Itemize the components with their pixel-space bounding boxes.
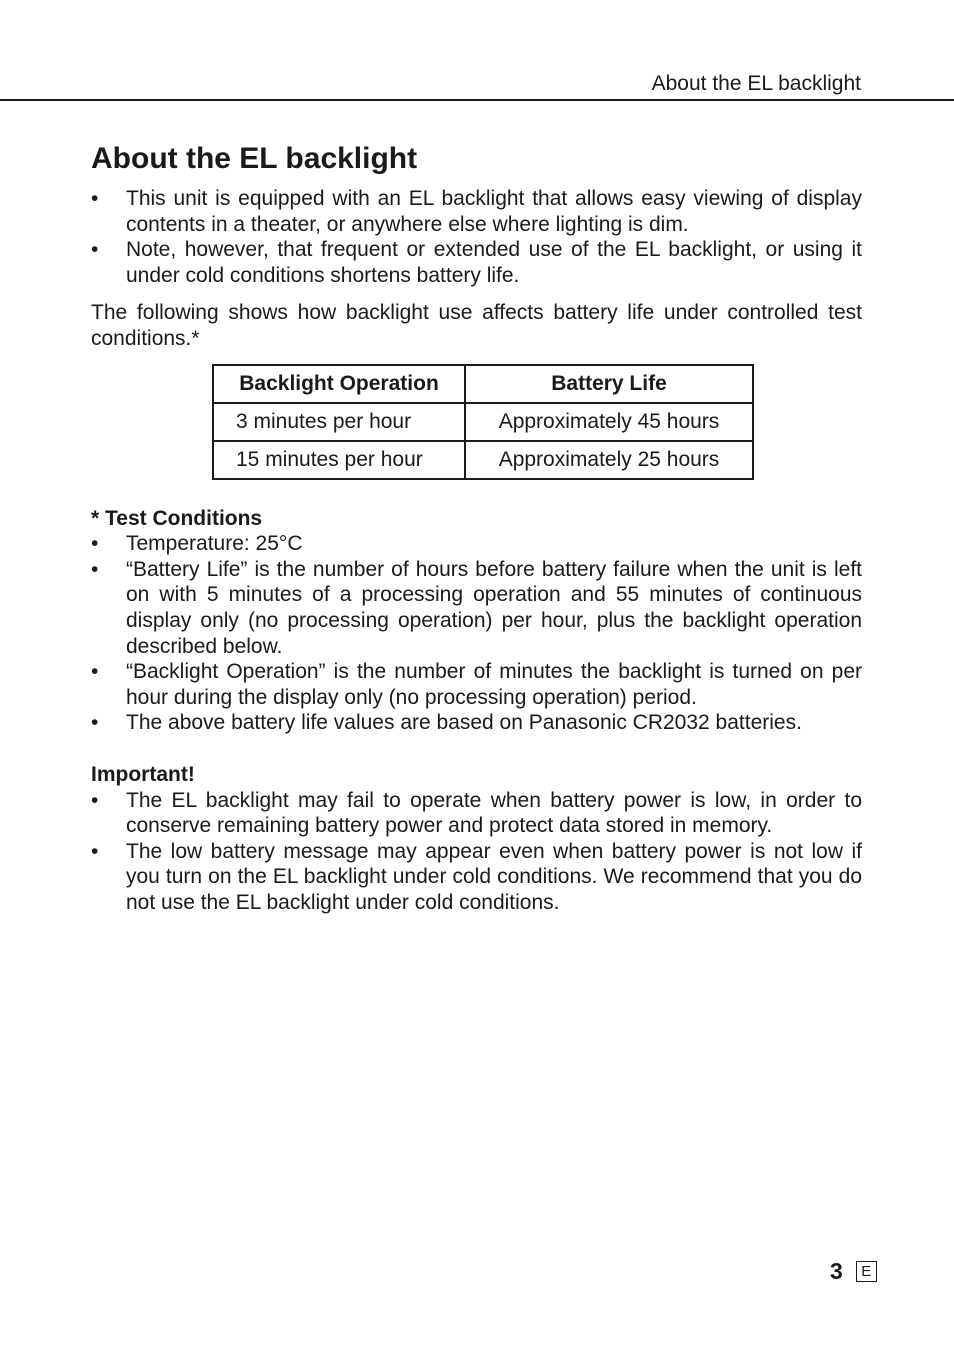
table-row (213, 403, 753, 441)
bullet-text: The EL backlight may fail to operate when battery power is low, in order to conserve remaining battery power and protect data stored in memory. (126, 788, 862, 838)
intro-bullet-list (91, 186, 862, 288)
table-header-row (213, 365, 753, 403)
table-row (213, 441, 753, 479)
battery-life-table (212, 364, 754, 480)
running-header-title: About the EL backlight (651, 72, 861, 95)
important-heading: Important! (91, 762, 195, 786)
page-content (91, 140, 862, 915)
section-title: About the EL backlight (91, 142, 418, 175)
header-rule (0, 99, 954, 101)
intro-paragraph: The following shows how backlight use affects battery life under controlled test conditions.* (91, 301, 862, 350)
bullet-text: Note, however, that frequent or extended use of the EL backlight, or using it under cold conditions shortens battery life. (126, 238, 862, 287)
list-item (91, 237, 862, 288)
language-indicator: E (856, 1261, 877, 1282)
list-item (91, 186, 862, 237)
bullet-text: “Backlight Operation” is the number of minutes the backlight is turned on per hour during the display only (no processing operation) period. (126, 660, 862, 709)
table-cell: 3 minutes per hour (213, 403, 465, 441)
bullet-icon: • (91, 557, 99, 581)
page-number: 3 (830, 1258, 843, 1284)
bullet-icon: • (91, 711, 99, 735)
list-item (91, 531, 862, 557)
column-header-battery-life: Battery Life (465, 365, 753, 403)
bullet-text: Temperature: 25°C (126, 532, 303, 556)
test-conditions-heading: * Test Conditions (91, 506, 263, 530)
bullet-text: The low battery message may appear even when battery power is not low if you turn on the EL backlight under cold conditions. We recommend that you do not use the EL backlight under cold conditions. (126, 839, 862, 914)
important-list (91, 788, 862, 916)
page-footer (830, 1257, 877, 1285)
test-conditions-list (91, 531, 862, 736)
bullet-text: “Battery Life” is the number of hours before battery failure when the unit is left on with 5 minutes of a processing operation and 55 minutes of continuous display only (no processing operation) per hour, plus the backlight operation described below. (126, 557, 862, 658)
table-cell: Approximately 25 hours (465, 441, 753, 479)
table-cell: Approximately 45 hours (465, 403, 753, 441)
bullet-icon: • (91, 532, 99, 556)
list-item (91, 839, 862, 916)
bullet-icon: • (91, 839, 99, 863)
list-item (91, 788, 862, 839)
bullet-icon: • (91, 788, 99, 812)
bullet-icon: • (91, 660, 99, 684)
bullet-text: The above battery life values are based on Panasonic CR2032 batteries. (126, 711, 802, 735)
bullet-text: This unit is equipped with an EL backlight that allows easy viewing of display contents in a theater, or anywhere else where lighting is dim. (126, 187, 862, 236)
list-item (91, 710, 862, 736)
bullet-icon: • (91, 187, 99, 210)
table-cell: 15 minutes per hour (213, 441, 465, 479)
list-item (91, 659, 862, 710)
list-item (91, 557, 862, 659)
column-header-backlight-operation: Backlight Operation (213, 365, 465, 403)
bullet-icon: • (91, 238, 99, 262)
